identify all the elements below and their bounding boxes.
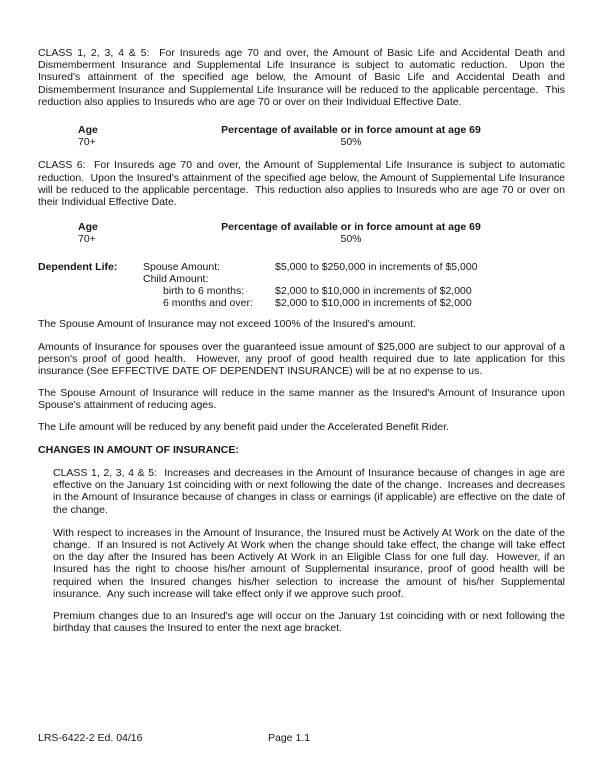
- child-amount-label: Child Amount:: [143, 272, 209, 285]
- para-actively-at-work: With respect to increases in the Amount of Insurance, the Insured must be Actively At Work on the date of the change. If an Insured is not Actively At Work when the change should take effect, the change will take effect on the day after the Insured has been Actively At Work in an Eligible Class for one full day. However, if an Insured has the right to choose his/her amount of Supplemental insurance, proof of good health will be required when the Insured changes his/her selection to increase the amount of his/her Supplemental insurance. Any such increase will take effect only if we approve such proof.: [53, 526, 568, 600]
- para-spouse-max: The Spouse Amount of Insurance may not exceed 100% of the Insured's amount.: [38, 318, 416, 331]
- birth-to-6-months-value: $2,000 to $10,000 in increments of $2,000: [275, 284, 472, 297]
- six-months-over-label: 6 months and over:: [163, 297, 253, 310]
- percentage-column-header: Percentage of available or in force amount at age 69: [221, 221, 481, 234]
- footer-document-code: LRS-6422-2 Ed. 04/16: [38, 732, 143, 744]
- para-class-6-reduction: CLASS 6: For Insureds age 70 and over, the Amount of Supplemental Life Insurance is subject to automatic reduction. Upon the Insured's attainment of the specified age below, the Amount of Supplemental Life Insurance will be reduced to the applicable percentage. This reduction also applies to Insureds who are age 70 or over on their Individual Effective Date.: [38, 159, 568, 208]
- footer-page-number: Page 1.1: [268, 732, 311, 744]
- birth-to-6-months-label: birth to 6 months:: [163, 284, 245, 297]
- dependent-life-section: [38, 261, 565, 310]
- table-row: [38, 136, 565, 148]
- dependent-life-row-six-months: [38, 297, 565, 309]
- six-months-over-value: $2,000 to $10,000 in increments of $2,000: [275, 297, 472, 310]
- age-value: 70+: [78, 136, 96, 149]
- para-premium-changes: Premium changes due to an Insured's age will occur on the January 1st coinciding with or next following the birthday that causes the Insured to enter the next age bracket.: [53, 609, 568, 635]
- table-row: [38, 233, 565, 245]
- document-body: [38, 47, 568, 635]
- para-spouse-reduce: The Spouse Amount of Insurance will reduce in the same manner as the Insured's Amount of Insurance upon Spouse's attainment of reducing ages.: [38, 387, 568, 412]
- spouse-amount-value: $5,000 to $250,000 in increments of $5,000: [275, 260, 478, 273]
- percentage-value: 50%: [340, 136, 362, 149]
- dependent-life-row-birth: [38, 285, 565, 297]
- table-header-row: [38, 124, 565, 136]
- table-header-row: [38, 221, 565, 233]
- age-column-header: Age: [78, 124, 98, 137]
- age-reduction-table-class-6: [38, 221, 565, 245]
- para-changes-class-1-5: CLASS 1, 2, 3, 4 & 5: Increases and decreases in the Amount of Insurance because of changes in age are effective on the January 1st coinciding with or next following the date of the change. Increases and decreases in the Amount of Insurance because of changes in class or earnings (if applicable) are effective on the date of the change.: [53, 466, 568, 516]
- dependent-life-row-spouse: [38, 261, 565, 273]
- dependent-life-label: Dependent Life:: [38, 260, 118, 273]
- percentage-column-header: Percentage of available or in force amount at age 69: [221, 124, 481, 137]
- spouse-amount-label: Spouse Amount:: [143, 260, 221, 273]
- age-value: 70+: [78, 233, 96, 246]
- age-reduction-table-class-1-5: [38, 124, 565, 148]
- percentage-value: 50%: [340, 233, 362, 246]
- heading-changes-in-amount: CHANGES IN AMOUNT OF INSURANCE:: [38, 443, 239, 456]
- age-column-header: Age: [78, 221, 98, 234]
- dependent-life-row-child: [38, 273, 565, 285]
- para-life-reduced: The Life amount will be reduced by any benefit paid under the Accelerated Benefit Rider.: [38, 420, 449, 433]
- para-class-1-5-reduction: CLASS 1, 2, 3, 4 & 5: For Insureds age 70 and over, the Amount of Basic Life and Accidental Death and Dismemberment Insurance and Supplemental Life Insurance is subject to automatic reduction. Upon the Insured's attainment of the specified age below, the Amount of Basic Life and Accidental Death and Dismemberment Insurance and Supplemental Life Insurance will be reduced to the applicable percentage. This reduction also applies to Insureds who are age 70 or over on their Individual Effective Date.: [38, 47, 568, 108]
- para-guaranteed-issue: Amounts of Insurance for spouses over the guaranteed issue amount of $25,000 are subject to our approval of a person's proof of good health. However, any proof of good health required due to late application for this insurance (See EFFECTIVE DATE OF DEPENDENT INSURANCE) will be at no expense to us.: [38, 340, 568, 377]
